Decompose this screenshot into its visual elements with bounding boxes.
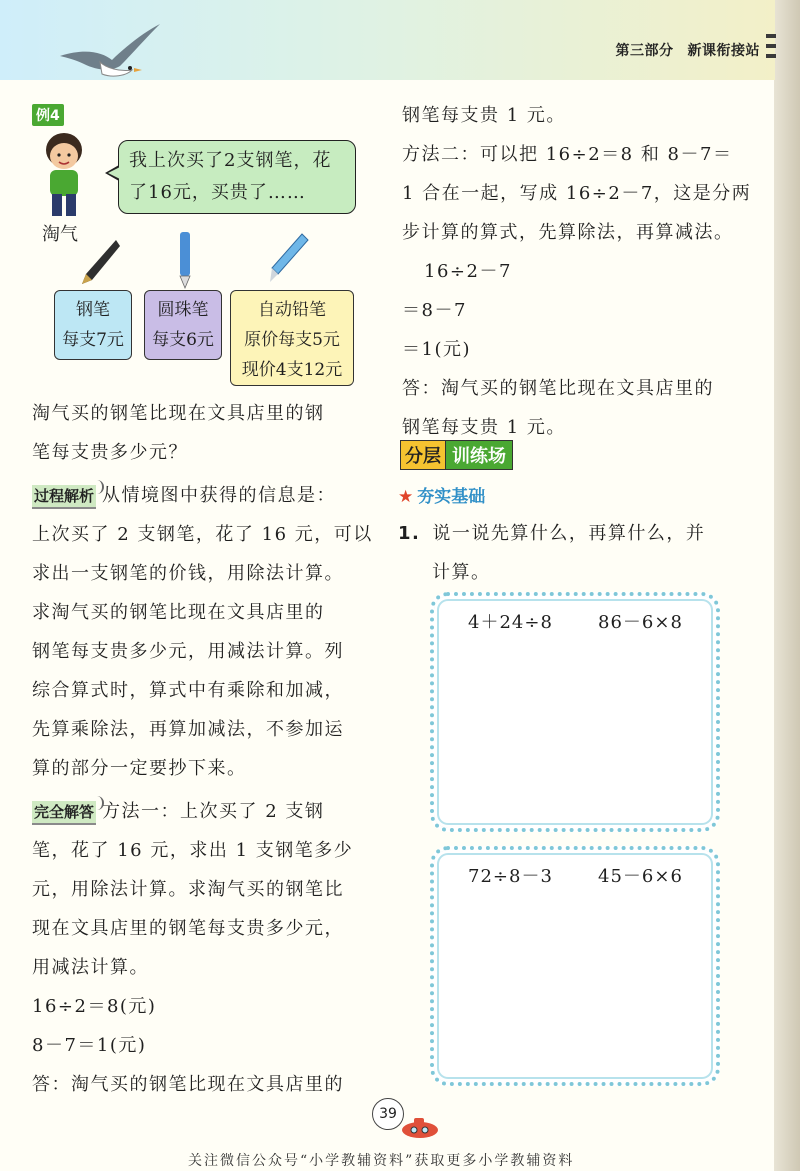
analysis-line: 算的部分一定要抄下来。: [32, 758, 247, 779]
answer-line: 钢笔每支贵 1 元。: [402, 417, 566, 438]
question-1: [398, 514, 705, 592]
answer-line: ＝8－7: [402, 300, 467, 321]
header-part: 第三部分: [615, 43, 674, 59]
answer-section: [32, 792, 353, 1104]
answer-line: 用减法计算。: [32, 957, 149, 978]
answer-label: 完全解答: [32, 801, 96, 825]
ballpoint-pen-icon: [170, 230, 200, 290]
item-price: 每支6元: [152, 330, 214, 350]
item-card-fountain-pen: [54, 290, 132, 360]
seagull-icon: [40, 18, 180, 88]
analysis-line: 上次买了 2 支钢笔，花了 16 元，可以: [32, 524, 373, 545]
item-current-price: 现价4支12元: [241, 360, 343, 380]
analysis-line: 从情境图中获得的信息是：: [102, 485, 337, 506]
answer-line: 钢笔每支贵 1 元。: [402, 105, 566, 126]
mechanical-pencil-icon: [266, 230, 310, 286]
answer-line: 答：淘气买的钢笔比现在文具店里的: [32, 1074, 344, 1095]
speech-bubble: [118, 140, 356, 214]
analysis-label: 过程解析: [32, 485, 96, 509]
item-name: 自动铅笔: [258, 300, 326, 320]
analysis-line: 综合算式时，算式中有乘除和加减，: [32, 680, 344, 701]
item-price: 每支7元: [62, 330, 124, 350]
item-name: 钢笔: [76, 300, 110, 320]
answer-line: 现在文具店里的钢笔每支贵多少元，: [32, 918, 344, 939]
question-1-line: 计算。: [432, 562, 491, 583]
analysis-line: 求出一支钢笔的价钱，用除法计算。: [32, 563, 344, 584]
page-number: 39: [372, 1098, 404, 1130]
header-bars: [766, 34, 776, 64]
answer-line: 方法一：上次买了 2 支钢: [102, 801, 325, 822]
speech-line-1: 我上次买了2支钢笔，花: [129, 150, 332, 171]
analysis-line: 先算乘除法，再算加减法，不参加运: [32, 719, 344, 740]
question-1-line: 说一说先算什么，再算什么，并: [432, 523, 706, 544]
page-edge: [774, 0, 800, 1171]
answer-line: 答：淘气买的钢笔比现在文具店里的: [402, 378, 714, 399]
answer-line: ＝1(元): [402, 339, 471, 360]
character-name: 淘气: [42, 224, 78, 245]
question-line-2: 笔每支贵多少元？: [32, 442, 188, 463]
fountain-pen-icon: [76, 236, 122, 288]
speech-line-2: 了16元，买贵了……: [129, 182, 306, 203]
item-card-mechanical-pencil: [230, 290, 354, 386]
header-section: 新课衔接站: [687, 43, 760, 59]
practice-title-a: 分层: [400, 440, 445, 470]
answer-line: 1 合在一起，写成 16÷2－7，这是分两: [402, 183, 752, 204]
question-line-1: 淘气买的钢笔比现在文具店里的钢: [32, 403, 325, 424]
item-original-price: 原价每支5元: [244, 330, 340, 350]
answer-line: 16÷2－7: [424, 261, 512, 282]
analysis-line: 钢笔每支贵多少元，用减法计算。列: [32, 641, 344, 662]
practice-subtitle-text: 夯实基础: [417, 487, 486, 507]
expression: 72÷8－3: [468, 866, 553, 887]
boy-character-icon: [32, 130, 96, 220]
practice-subtitle: [398, 482, 485, 507]
footer-text: 关注微信公众号“小学教辅资料”获取更多小学教辅资料: [188, 1153, 575, 1169]
analysis-section: [32, 476, 373, 788]
analysis-line: 求淘气买的钢笔比现在文具店里的: [32, 602, 325, 623]
item-card-ballpoint-pen: [144, 290, 222, 360]
answer-line: 步计算的算式，先算除法，再算减法。: [402, 222, 734, 243]
expression: 45－6×6: [598, 866, 683, 887]
example-tag: 例4: [32, 104, 64, 126]
answer-frame-2[interactable]: [430, 846, 720, 1086]
question: [32, 394, 325, 472]
item-name: 圆珠笔: [157, 300, 209, 320]
answer-frame-1[interactable]: [430, 592, 720, 832]
answer-line: 方法二：可以把 16÷2＝8 和 8－7＝: [402, 144, 733, 165]
answer-line: 笔，花了 16 元，求出 1 支钢笔多少: [32, 840, 354, 861]
practice-title-b: 训练场: [445, 440, 513, 470]
expression: 4＋24÷8: [468, 612, 553, 633]
expression: 86－6×8: [598, 612, 683, 633]
question-number: 1.: [398, 523, 421, 544]
answer-line: 16÷2＝8(元): [32, 996, 157, 1017]
answer-line: 元，用除法计算。求淘气买的钢笔比: [32, 879, 344, 900]
header-title: [602, 40, 761, 60]
submarine-icon: [398, 1114, 442, 1140]
answer-continued: [402, 96, 751, 447]
star-icon: ★: [398, 487, 414, 507]
practice-title: [400, 440, 513, 470]
answer-line: 8－7＝1(元): [32, 1035, 147, 1056]
